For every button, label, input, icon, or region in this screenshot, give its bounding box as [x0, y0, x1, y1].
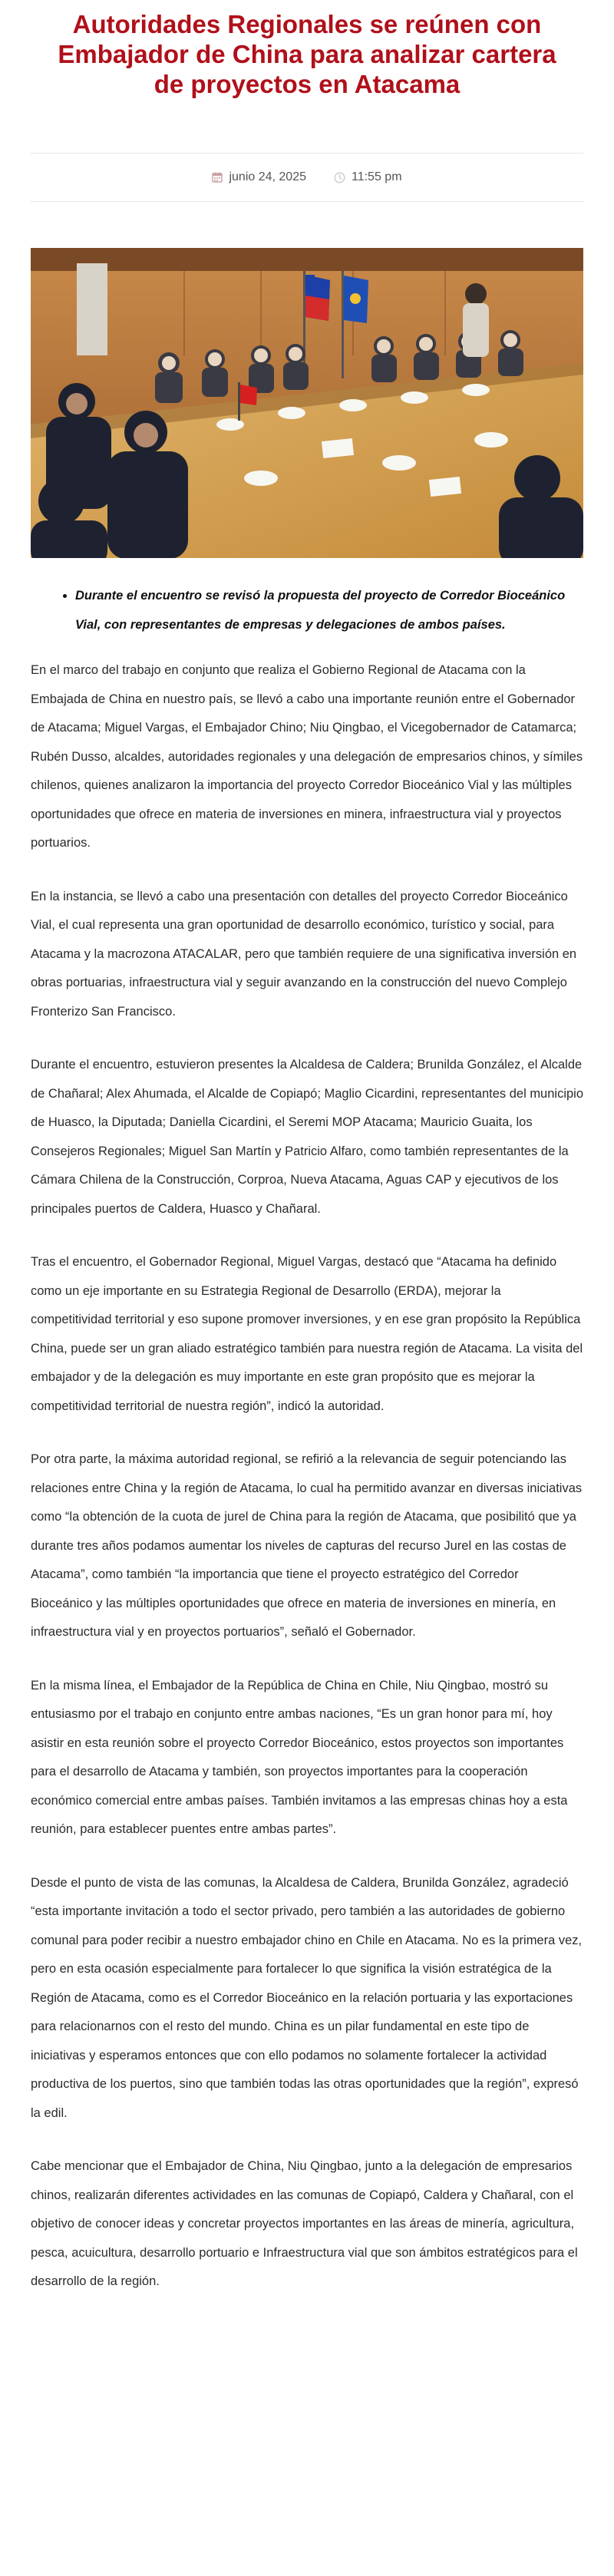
- article-date: junio 24, 2025: [229, 170, 306, 183]
- calendar-icon: [212, 172, 223, 183]
- paragraph: Desde el punto de vista de las comunas, la Alcaldesa de Caldera, Brunilda González, agradeció “esta importante invitación a todo el sector privado, pero también a las autoridades de gobierno comunal para poder recibir a nuestro embajador chino en Chile en Atacama. No es la primera vez, pero en esta ocasión especialmente para fortalecer lo que significa la visión estratégica de la Región de Atacama, como es el Corredor Bioceánico en la relación portuaria y las exportaciones para relacionarnos con el resto del mundo. China es un pilar fundamental en este tipo de iniciativas y esperamos entonces que con ello podamos no solamente fortalecer la actividad productiva de los puertos, sino que también todas las otras oportunidades que la región”, expresó la edil.: [31, 1875, 583, 2120]
- paragraph: En la instancia, se llevó a cabo una presentación con detalles del proyecto Corredor Bioceánico Vial, el cual representa una gran oportunidad de desarrollo económico, turístico y social, para Atacama y la macrozona ATACALAR, pero que también requiere de una significativa inversión en obras portuarias, infraestructura vial y seguir avanzando en la construcción del nuevo Complejo Fronterizo San Francisco.: [31, 889, 577, 1019]
- paragraph: En el marco del trabajo en conjunto que realiza el Gobierno Regional de Atacama con la Embajada de China en nuestro país, se llevó a cabo una importante reunión entre el Gobernador de Atacama; Miguel Vargas, el Embajador Chino; Niu Qingbao, el Vicegobernador de Catamarca; Rubén Dusso, alcaldes, autoridades regionales y una delegación de empresarios chinos, y símiles chilenos, quienes analizaron la importancia del proyecto Corredor Bioceánico Vial y las múltiples oportunidades que ofrece en materia de inversiones en minera, infraestructura vial y proyectos portuarios.: [31, 663, 583, 850]
- photo-caption: • Durante el encuentro se revisó la propuesta del proyecto de Corredor Bioceánico Vial, con representantes de empresas y delegaciones de ambos países.: [75, 581, 583, 639]
- date-item[interactable]: [212, 170, 306, 184]
- clock-icon: [334, 172, 345, 183]
- article-meta: [31, 153, 583, 202]
- article-time: 11:55 pm: [352, 170, 402, 183]
- paragraph: Tras el encuentro, el Gobernador Regional, Miguel Vargas, destacó que “Atacama ha definido como un eje importante en su Estrategia Regional de Desarrollo (ERDA), mejorar la competitividad territorial y eso supone promover inversiones, y en ese gran propósito la República China, puede ser un gran aliado estratégico también para nuestra región de Atacama. La visita del embajador y de la delegación es muy importante en este gran propósito que es mejorar la competitividad territorial de nuestra región”, indicó la autoridad.: [31, 1255, 583, 1413]
- paragraph: En la misma línea, el Embajador de la República de China en Chile, Niu Qingbao, mostró su entusiasmo por el trabajo en conjunto entre ambas naciones, “Es un gran honor para mí, hoy asistir en esta reunión sobre el proyecto Corredor Bioceánico, estos proyectos son importantes para el desarrollo de Atacama y también, son proyectos importantes para la cooperación económico comercial entre ambas países. También invitamos a las empresas chinas hoy a esta reunión, para establecer puentes entre ambas partes”.: [31, 1678, 568, 1836]
- paragraph: Cabe mencionar que el Embajador de China, Niu Qingbao, junto a la delegación de empresarios chinos, realizarán diferentes actividades en las comunas de Copiapó, Caldera y Chañaral, con el objetivo de conocer ideas y concretar proyectos importantes en las áreas de minería, agricultura, pesca, acuicultura, desarrollo portuario e Infraestructura vial que son ámbitos estratégicos para el desarrollo de la región.: [31, 2159, 578, 2288]
- article-page: [0, 9, 614, 2297]
- paragraph: Por otra parte, la máxima autoridad regional, se refirió a la relevancia de seguir potenciando las relaciones entre China y la región de Atacama, lo cual ha permitido avanzar en diversas iniciativas como “la obtención de la cuota de jurel de China para la región de Atacama, que posibilitó que ya durante tres años podamos aumentar los niveles de capturas del recurso Jurel en las costas de Atacama”, como también “la importancia que tiene el proyecto estratégico del Corredor Bioceánico y las múltiples oportunidades que ofrece en materia de inversiones en minería, en infraestructura vial y en proyectos portuarios”, señaló el Gobernador.: [31, 1452, 583, 1639]
- article-title: Autoridades Regionales se reúnen con Embajador de China para analizar cartera de proyectos en Atacama: [58, 10, 556, 98]
- article-body: [31, 656, 583, 2297]
- photo-caption-list: [31, 581, 583, 639]
- time-item[interactable]: [334, 170, 402, 184]
- paragraph: Durante el encuentro, estuvieron presentes la Alcaldesa de Caldera; Brunilda González, el Alcalde de Chañaral; Alex Ahumada, el Alcalde de Copiapó; Maglio Cicardini, representantes del municipio de Huasco, la Diputada; Daniella Cicardini, el Seremi MOP Atacama; Mauricio Guaita, los Consejeros Regionales; Miguel San Martín y Patricio Alfaro, como también representantes de la Cámara Chilena de la Construcción, Corproa, Nueva Atacama, Aguas CAP y ejecutivos de los principales puertos de Caldera, Huasco y Chañaral.: [31, 1058, 584, 1216]
- article-photo: [31, 248, 583, 558]
